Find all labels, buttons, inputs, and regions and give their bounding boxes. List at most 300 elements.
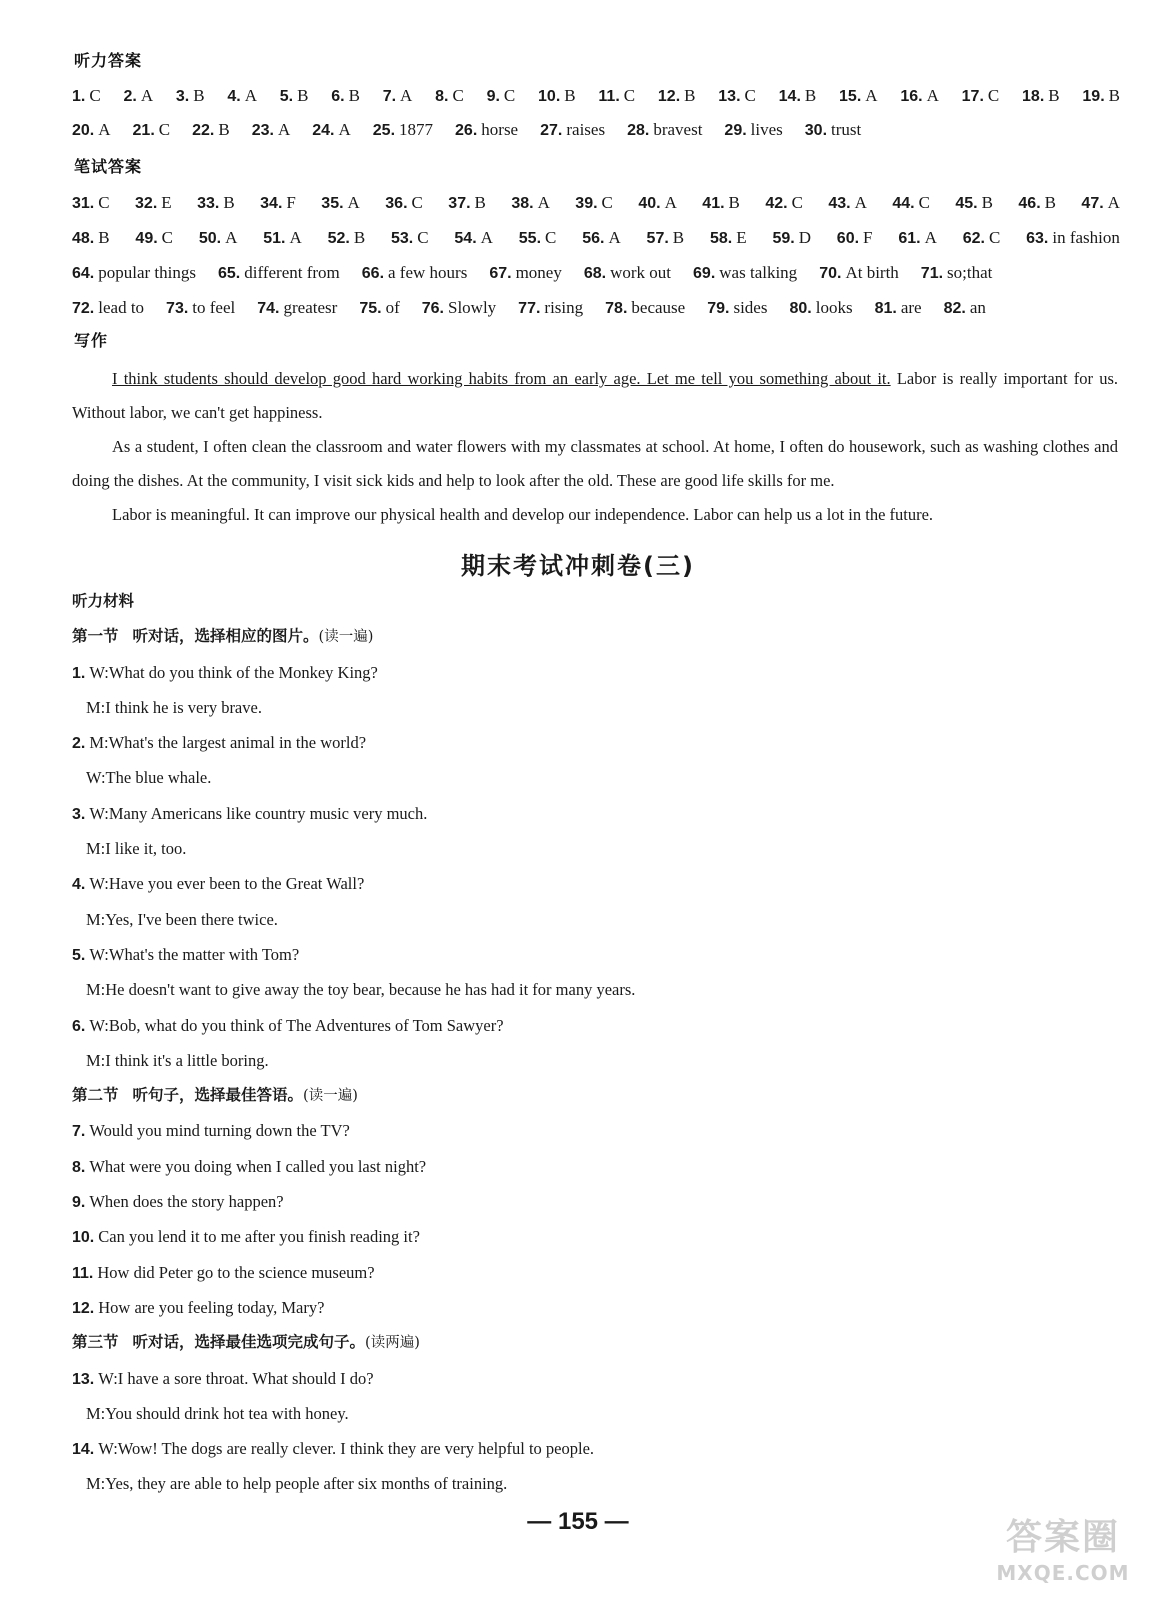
part-note: (读一遍) — [318, 629, 374, 646]
question-text: What were you doing when I called you last night? — [89, 1156, 427, 1176]
answer-value: a few hours — [388, 263, 468, 282]
answer-number: 5. — [279, 88, 294, 105]
answer-number: 3. — [175, 88, 190, 105]
answer-item — [176, 86, 205, 106]
part-note: (读两遍) — [365, 1335, 420, 1352]
answer-value: C — [545, 228, 557, 247]
answer-item — [921, 263, 993, 283]
answer-value: rising — [544, 298, 584, 317]
answer-item — [898, 228, 937, 248]
part-instruction: 听对话，选择最佳选项完成句子。 — [132, 1333, 366, 1352]
answer-number: 76. — [421, 300, 444, 317]
answer-value: C — [791, 193, 803, 212]
answer-number: 18. — [1022, 88, 1045, 105]
answer-number: 65. — [218, 265, 241, 282]
answer-value: A — [277, 120, 291, 139]
answer-item — [166, 298, 235, 318]
answer-item — [260, 193, 296, 213]
answer-number: 23. — [251, 122, 274, 139]
answer-value: A — [608, 228, 621, 247]
answer-number: 70. — [819, 265, 842, 282]
response-line — [72, 1043, 1118, 1078]
answer-number: 30. — [804, 122, 828, 139]
answer-value: C — [89, 86, 101, 105]
question-number: 13. — [72, 1370, 95, 1388]
answer-number: 80. — [789, 300, 812, 317]
answer-value: raises — [566, 120, 606, 139]
answer-item — [962, 86, 1000, 106]
answer-number: 75. — [359, 300, 382, 317]
section-part-heading — [72, 1078, 1118, 1113]
answer-item — [647, 228, 685, 248]
answer-item — [257, 298, 337, 318]
watermark-logo — [978, 1516, 1148, 1594]
answer-number: 24. — [312, 122, 335, 139]
answer-item — [538, 86, 576, 106]
answer-item — [280, 86, 309, 106]
answer-value: F — [863, 228, 873, 247]
answer-item — [263, 228, 302, 248]
answer-number: 41. — [702, 195, 725, 212]
listening-material — [72, 584, 1118, 1502]
answer-value: lives — [750, 120, 783, 139]
question-line — [72, 1431, 1118, 1466]
question-number: 11. — [72, 1264, 94, 1282]
question-text: W:Many Americans like country music very much. — [89, 803, 428, 823]
answer-item — [819, 263, 899, 283]
answer-number: 11. — [598, 88, 620, 105]
answer-number: 64. — [72, 265, 95, 282]
response-text: M:You should drink hot tea with honey. — [86, 1403, 349, 1423]
answer-item — [702, 193, 740, 213]
answer-number: 36. — [385, 195, 408, 212]
question-text: W:Have you ever been to the Great Wall? — [89, 874, 365, 894]
answer-number: 48. — [72, 230, 95, 247]
answer-item — [892, 193, 930, 213]
question-number: 9. — [72, 1194, 86, 1212]
answer-value: B — [218, 120, 230, 139]
answer-item — [582, 228, 621, 248]
answer-value: A — [338, 120, 351, 139]
answer-row — [72, 298, 1120, 318]
question-text: W:Bob, what do you think of The Adventures of Tom Sawyer? — [89, 1015, 504, 1035]
question-text: M:What's the largest animal in the world? — [89, 733, 367, 753]
answer-number: 32. — [135, 195, 158, 212]
answer-value: B — [193, 86, 205, 105]
answer-item — [72, 120, 111, 140]
answer-number: 78. — [605, 300, 628, 317]
answer-item — [575, 193, 613, 213]
answer-item — [385, 193, 423, 213]
answer-number: 71. — [920, 265, 944, 282]
answer-value: an — [969, 298, 986, 317]
answer-number: 21. — [132, 122, 155, 139]
answer-row — [72, 86, 1120, 106]
question-line — [72, 1219, 1118, 1254]
answer-number: 49. — [135, 230, 158, 247]
answer-value: D — [798, 228, 811, 247]
question-number: 2. — [72, 735, 86, 753]
answer-number: 44. — [892, 195, 915, 212]
essay-text: Labor is really important for us. Without labor, we can't get happiness. — [72, 369, 1118, 422]
answer-value: A — [400, 86, 413, 105]
answer-number: 34. — [260, 195, 283, 212]
answer-number: 56. — [582, 230, 605, 247]
answer-number: 20. — [72, 122, 95, 139]
answer-number: 28. — [627, 122, 650, 139]
answer-number: 17. — [961, 88, 984, 105]
answer-item — [218, 263, 340, 283]
question-line — [72, 655, 1118, 690]
answer-item — [837, 228, 873, 248]
answer-value: C — [417, 228, 429, 247]
answer-value: greatesr — [283, 298, 338, 317]
question-line — [72, 1361, 1118, 1396]
answer-number: 58. — [709, 230, 733, 247]
answer-value: to feel — [192, 298, 236, 317]
answer-number: 7. — [382, 88, 397, 105]
answer-value: C — [98, 193, 110, 212]
answer-value: B — [474, 193, 486, 212]
page-number: — 155 — — [527, 1508, 629, 1535]
answer-value: in fashion — [1052, 228, 1120, 247]
answer-value: B — [223, 193, 235, 212]
answer-item — [192, 120, 230, 140]
question-line — [72, 1255, 1118, 1290]
response-line — [72, 831, 1118, 866]
answer-item — [658, 86, 696, 106]
question-number: 6. — [72, 1017, 86, 1035]
answer-number: 31. — [72, 195, 95, 212]
answer-number: 45. — [955, 195, 978, 212]
answer-number: 53. — [390, 230, 414, 247]
question-number: 14. — [72, 1441, 95, 1459]
answer-item — [312, 120, 351, 140]
answer-value: B — [684, 86, 696, 105]
answer-number: 59. — [772, 230, 795, 247]
response-line — [72, 1396, 1118, 1431]
answer-number: 33. — [197, 195, 220, 212]
answer-number: 46. — [1018, 195, 1041, 212]
answer-item — [448, 193, 486, 213]
part-instruction: 听对话，选择相应的图片。 — [132, 627, 319, 646]
answer-item — [72, 298, 144, 318]
answer-number: 52. — [327, 230, 350, 247]
answer-value: B — [353, 228, 366, 247]
question-number: 4. — [72, 876, 86, 894]
answer-value: A — [347, 193, 360, 212]
question-line — [72, 1113, 1118, 1148]
question-line — [72, 866, 1118, 901]
answer-value: 1877 — [399, 120, 434, 139]
answer-value: A — [926, 86, 939, 105]
answer-value: lead to — [98, 298, 145, 317]
answer-value: C — [503, 86, 516, 105]
question-line — [72, 1008, 1118, 1043]
answer-value: are — [900, 298, 922, 317]
answer-number: 63. — [1026, 230, 1049, 247]
question-text: How did Peter go to the science museum? — [97, 1262, 375, 1282]
answer-item — [963, 228, 1001, 248]
answer-value: A — [924, 228, 937, 247]
answer-value: B — [98, 228, 110, 247]
answer-item — [765, 193, 803, 213]
listening-material-heading: 听力材料 — [72, 592, 135, 610]
answer-value: popular things — [98, 263, 196, 282]
answer-number: 19. — [1082, 88, 1105, 105]
answer-value: bravest — [653, 120, 703, 139]
answer-item — [540, 120, 605, 140]
answer-value: E — [736, 228, 747, 247]
answer-number: 50. — [198, 230, 222, 247]
answer-item — [710, 228, 747, 248]
answer-number: 73. — [166, 300, 189, 317]
answer-value: A — [664, 193, 677, 212]
answer-value: C — [918, 193, 930, 212]
answer-item — [135, 228, 173, 248]
answer-item — [519, 228, 557, 248]
answer-number: 13. — [718, 88, 741, 105]
answer-item — [331, 86, 360, 106]
answer-value: C — [988, 228, 1001, 247]
answer-number: 35. — [321, 195, 344, 212]
answer-value: B — [1108, 86, 1120, 105]
answer-value: A — [244, 86, 257, 105]
answer-number: 16. — [900, 88, 923, 105]
answer-item — [724, 120, 782, 140]
answer-value: different from — [244, 263, 340, 282]
question-text: Can you lend it to me after you finish reading it? — [98, 1227, 420, 1247]
answer-item — [839, 86, 878, 106]
question-line — [72, 1149, 1118, 1184]
answer-value: A — [98, 120, 111, 139]
answer-item — [1081, 193, 1120, 213]
answer-value: A — [854, 193, 867, 212]
answer-number: 4. — [227, 88, 241, 105]
answer-value: A — [289, 228, 302, 247]
answer-item — [605, 298, 685, 318]
response-text: M:He doesn't want to give away the toy bear, because he has had it for many years. — [86, 980, 636, 1000]
answer-item — [1026, 228, 1120, 248]
answer-item — [707, 298, 767, 318]
answer-number: 72. — [72, 300, 95, 317]
answer-value: C — [744, 86, 756, 105]
response-text: M:I think he is very brave. — [86, 697, 262, 717]
answer-value: At birth — [845, 263, 899, 282]
answer-number: 43. — [828, 195, 851, 212]
answer-item — [489, 263, 562, 283]
answer-value: trust — [831, 120, 862, 139]
answer-item — [321, 193, 360, 213]
answer-item — [638, 193, 677, 213]
essay-paragraph: Labor is meaningful. It can improve our physical health and develop our independence. Labor can help us a lot in the future. — [112, 505, 934, 524]
question-number: 10. — [72, 1229, 95, 1247]
answer-item — [72, 193, 110, 213]
response-text: M:Yes, they are able to help people after six months of training. — [86, 1474, 508, 1494]
question-text: When does the story happen? — [89, 1192, 284, 1212]
answer-item — [454, 228, 493, 248]
answer-value: Slowly — [447, 298, 497, 317]
answer-value: of — [385, 298, 400, 317]
answer-number: 27. — [540, 122, 563, 139]
answer-number: 81. — [874, 300, 897, 317]
answer-number: 42. — [765, 195, 788, 212]
answer-number: 55. — [518, 230, 542, 247]
answer-value: looks — [815, 298, 853, 317]
answer-item — [805, 120, 861, 140]
answer-item — [875, 298, 922, 318]
answer-item — [584, 263, 671, 283]
answer-item — [227, 86, 257, 106]
question-line — [72, 937, 1118, 972]
answer-item — [328, 228, 366, 248]
answer-value: sides — [733, 298, 768, 317]
answer-value: B — [672, 228, 685, 247]
answer-number: 66. — [361, 265, 385, 282]
answer-value: C — [452, 86, 464, 105]
answer-item — [72, 228, 110, 248]
answer-item — [900, 86, 939, 106]
answer-value: B — [348, 86, 360, 105]
question-number: 1. — [72, 664, 86, 682]
answer-value: B — [1048, 86, 1060, 105]
essay-paragraph — [72, 362, 1118, 430]
answer-value: B — [981, 193, 993, 212]
part-note: (读一遍) — [303, 1088, 358, 1105]
answer-item — [955, 193, 993, 213]
answer-item — [598, 86, 635, 106]
answer-item — [373, 120, 433, 140]
answer-value: so;that — [947, 263, 993, 282]
question-text: W:What do you think of the Monkey King? — [89, 662, 378, 682]
essay-underlined-sentence: I think students should develop good hard working habits from an early age. Let me tell you something about it. — [112, 369, 891, 388]
answer-item — [455, 120, 518, 140]
answer-number: 67. — [489, 265, 512, 282]
question-line — [72, 1290, 1118, 1325]
answer-number: 12. — [657, 88, 681, 105]
answer-number: 77. — [518, 300, 541, 317]
answer-value: horse — [481, 120, 519, 139]
answer-value: E — [161, 193, 172, 212]
answer-number: 60. — [836, 230, 860, 247]
question-line — [72, 1184, 1118, 1219]
answer-row — [72, 263, 1120, 283]
answer-number: 69. — [693, 265, 716, 282]
question-text: W:Wow! The dogs are really clever. I think they are very helpful to people. — [98, 1439, 595, 1459]
answer-number: 57. — [646, 230, 669, 247]
answer-number: 54. — [454, 230, 477, 247]
answer-item — [133, 120, 171, 140]
response-line — [72, 972, 1118, 1007]
answer-item — [518, 298, 583, 318]
response-line — [72, 902, 1118, 937]
answer-item — [435, 86, 464, 106]
part-instruction: 听句子，选择最佳答语。 — [132, 1086, 304, 1105]
question-line — [72, 725, 1118, 760]
answer-value: A — [480, 228, 493, 247]
answer-item — [487, 86, 516, 106]
answer-item — [828, 193, 867, 213]
response-line — [72, 690, 1118, 725]
answer-value: B — [297, 86, 309, 105]
answer-value: because — [631, 298, 686, 317]
answer-number: 9. — [486, 88, 500, 105]
response-text: M:I think it's a little boring. — [86, 1050, 269, 1070]
answer-item — [359, 298, 399, 318]
question-text: Would you mind turning down the TV? — [89, 1121, 350, 1141]
answer-item — [511, 193, 550, 213]
answer-number: 40. — [638, 195, 661, 212]
answer-item — [135, 193, 172, 213]
question-number: 3. — [72, 805, 86, 823]
answer-item — [422, 298, 496, 318]
answer-item — [362, 263, 468, 283]
answer-number: 82. — [943, 300, 966, 317]
answer-item — [1082, 86, 1120, 106]
answer-number: 25. — [372, 122, 396, 139]
question-number: 8. — [72, 1158, 86, 1176]
answer-value: A — [225, 228, 238, 247]
answer-item — [199, 228, 238, 248]
answer-value: F — [286, 193, 296, 212]
written-answers-heading: 笔试答案 — [74, 157, 143, 176]
listening-answers-heading: 听力答案 — [74, 51, 143, 70]
answer-item — [383, 86, 413, 106]
question-text: W:I have a sore throat. What should I do? — [98, 1368, 374, 1388]
answer-number: 68. — [583, 265, 607, 282]
section-part-heading — [72, 619, 1118, 654]
answer-item — [72, 86, 101, 106]
question-number: 7. — [72, 1123, 86, 1141]
answer-item — [123, 86, 153, 106]
essay-paragraph: As a student, I often clean the classroom and water flowers with my classmates at school. At home, I often do housework, such as washing clothes and doing the dishes. At the community, I visit sick kids and help to look after the old. These are good life skills for me. — [72, 437, 1118, 490]
answer-number: 26. — [455, 122, 478, 139]
part-label: 第三节 — [72, 1333, 119, 1352]
watermark-line1: 答案圈 — [1005, 1517, 1120, 1558]
answer-number: 6. — [331, 88, 345, 105]
answer-number: 2. — [123, 88, 137, 105]
response-text: M:Yes, I've been there twice. — [86, 909, 278, 929]
answer-number: 47. — [1081, 195, 1104, 212]
part-label: 第二节 — [72, 1086, 119, 1105]
answer-item — [693, 263, 797, 283]
listening-lines — [72, 619, 1118, 1501]
answer-number: 62. — [962, 230, 985, 247]
answer-item — [627, 120, 702, 140]
answer-value: C — [158, 120, 171, 139]
answer-value: money — [515, 263, 562, 282]
answer-value: B — [1044, 193, 1056, 212]
section-part-heading — [72, 1325, 1118, 1360]
part-label: 第一节 — [72, 627, 119, 646]
answer-number: 38. — [511, 195, 534, 212]
writing-essay — [72, 362, 1118, 532]
answer-value: C — [623, 86, 636, 105]
watermark-line2: MXQE.COM — [996, 1561, 1130, 1585]
answer-value: A — [537, 193, 550, 212]
answer-item — [1022, 86, 1060, 106]
answer-row — [72, 120, 1120, 140]
answer-value: A — [140, 86, 154, 105]
answer-number: 39. — [575, 195, 598, 212]
answer-item — [789, 298, 852, 318]
answer-number: 79. — [707, 300, 730, 317]
answer-value: C — [161, 228, 174, 247]
answer-value: C — [411, 193, 423, 212]
answer-number: 37. — [448, 195, 471, 212]
answer-number: 14. — [778, 88, 801, 105]
answer-number: 1. — [72, 88, 86, 105]
